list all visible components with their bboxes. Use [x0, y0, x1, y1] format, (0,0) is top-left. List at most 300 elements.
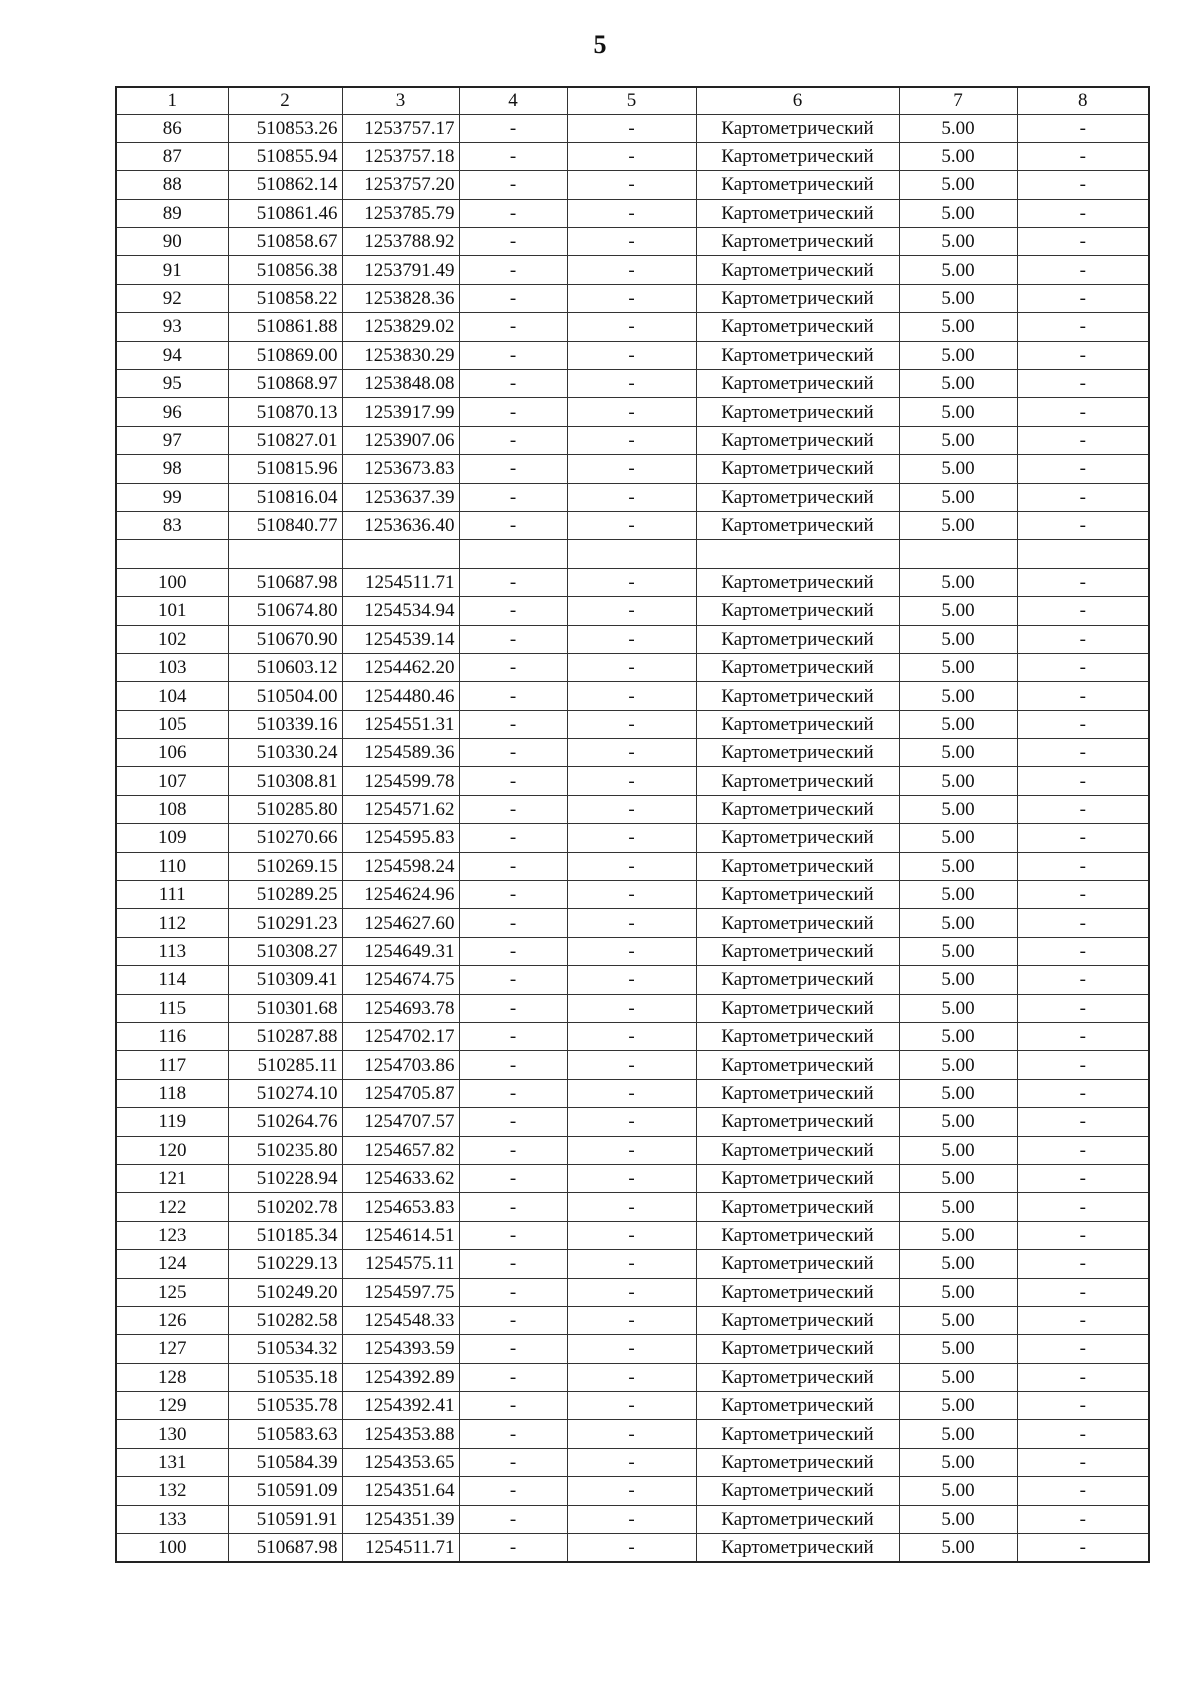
y-coordinate-cell: 1254353.65	[342, 1448, 459, 1476]
table-row	[116, 710, 1149, 738]
y-coordinate-cell: 1253785.79	[342, 199, 459, 227]
x-coordinate-cell: 510274.10	[228, 1079, 342, 1107]
point-number-cell: 125	[116, 1278, 228, 1306]
x-coordinate-cell: 510687.98	[228, 1534, 342, 1562]
col-4-cell: -	[459, 682, 567, 710]
col-8-cell: -	[1017, 228, 1149, 256]
x-coordinate-cell: 510840.77	[228, 511, 342, 539]
col-4-cell: -	[459, 881, 567, 909]
y-coordinate-cell: 1254548.33	[342, 1306, 459, 1334]
col-5-cell: -	[567, 171, 696, 199]
col-5-cell: -	[567, 1193, 696, 1221]
x-coordinate-cell: 510270.66	[228, 824, 342, 852]
accuracy-cell: 5.00	[899, 228, 1017, 256]
accuracy-cell: 5.00	[899, 1534, 1017, 1562]
col-5-cell: -	[567, 1023, 696, 1051]
col-5-cell: -	[567, 228, 696, 256]
method-cell: Картометрический	[696, 1392, 899, 1420]
table-row	[116, 341, 1149, 369]
table-row	[116, 1392, 1149, 1420]
accuracy-cell: 5.00	[899, 937, 1017, 965]
table-row	[116, 1051, 1149, 1079]
y-coordinate-cell: 1254693.78	[342, 994, 459, 1022]
x-coordinate-cell: 510870.13	[228, 398, 342, 426]
col-4-cell: -	[459, 1392, 567, 1420]
y-coordinate-cell: 1254589.36	[342, 739, 459, 767]
table-row	[116, 142, 1149, 170]
accuracy-cell: 5.00	[899, 370, 1017, 398]
col-8-cell: -	[1017, 653, 1149, 681]
y-coordinate-cell: 1254597.75	[342, 1278, 459, 1306]
accuracy-cell	[899, 540, 1017, 568]
point-number-cell: 112	[116, 909, 228, 937]
col-4-cell: -	[459, 1278, 567, 1306]
accuracy-cell: 5.00	[899, 966, 1017, 994]
point-number-cell: 110	[116, 852, 228, 880]
point-number-cell: 109	[116, 824, 228, 852]
y-coordinate-cell: 1254649.31	[342, 937, 459, 965]
method-cell: Картометрический	[696, 455, 899, 483]
accuracy-cell: 5.00	[899, 795, 1017, 823]
method-cell: Картометрический	[696, 398, 899, 426]
y-coordinate-cell: 1253907.06	[342, 426, 459, 454]
col-4-cell: -	[459, 1221, 567, 1249]
method-cell: Картометрический	[696, 114, 899, 142]
point-number-cell: 118	[116, 1079, 228, 1107]
col-8-cell: -	[1017, 284, 1149, 312]
col-8-cell: -	[1017, 483, 1149, 511]
y-coordinate-cell: 1254705.87	[342, 1079, 459, 1107]
method-cell: Картометрический	[696, 284, 899, 312]
col-5-cell: -	[567, 370, 696, 398]
col-8-cell: -	[1017, 795, 1149, 823]
point-number-cell: 93	[116, 313, 228, 341]
table-row	[116, 1250, 1149, 1278]
point-number-cell: 102	[116, 625, 228, 653]
point-number-cell	[116, 540, 228, 568]
x-coordinate-cell: 510674.80	[228, 597, 342, 625]
x-coordinate-cell: 510229.13	[228, 1250, 342, 1278]
x-coordinate-cell: 510330.24	[228, 739, 342, 767]
col-8-cell: -	[1017, 1448, 1149, 1476]
col-8-cell: -	[1017, 199, 1149, 227]
method-cell: Картометрический	[696, 625, 899, 653]
point-number-cell: 122	[116, 1193, 228, 1221]
table-row	[116, 1306, 1149, 1334]
col-5-cell: -	[567, 881, 696, 909]
col-8-cell: -	[1017, 1420, 1149, 1448]
table-row	[116, 625, 1149, 653]
col-8-cell: -	[1017, 1051, 1149, 1079]
col-8-cell: -	[1017, 1136, 1149, 1164]
accuracy-cell: 5.00	[899, 1250, 1017, 1278]
table-row	[116, 171, 1149, 199]
accuracy-cell: 5.00	[899, 1448, 1017, 1476]
point-number-cell: 120	[116, 1136, 228, 1164]
x-coordinate-cell: 510862.14	[228, 171, 342, 199]
table-row	[116, 483, 1149, 511]
col-8-cell: -	[1017, 824, 1149, 852]
method-cell: Картометрический	[696, 710, 899, 738]
point-number-cell: 128	[116, 1363, 228, 1391]
x-coordinate-cell: 510339.16	[228, 710, 342, 738]
x-coordinate-cell	[228, 540, 342, 568]
col-8-cell: -	[1017, 1278, 1149, 1306]
point-number-cell: 119	[116, 1108, 228, 1136]
method-cell: Картометрический	[696, 171, 899, 199]
table-row	[116, 739, 1149, 767]
y-coordinate-cell: 1254392.89	[342, 1363, 459, 1391]
x-coordinate-cell: 510282.58	[228, 1306, 342, 1334]
col-8-cell: -	[1017, 597, 1149, 625]
point-number-cell: 131	[116, 1448, 228, 1476]
column-header-5: 5	[567, 87, 696, 114]
method-cell: Картометрический	[696, 370, 899, 398]
col-4-cell: -	[459, 994, 567, 1022]
col-5-cell: -	[567, 625, 696, 653]
table-body	[116, 114, 1149, 1562]
method-cell: Картометрический	[696, 1306, 899, 1334]
point-number-cell: 129	[116, 1392, 228, 1420]
method-cell: Картометрический	[696, 597, 899, 625]
col-5-cell: -	[567, 1051, 696, 1079]
point-number-cell: 132	[116, 1477, 228, 1505]
y-coordinate-cell: 1253830.29	[342, 341, 459, 369]
x-coordinate-cell: 510264.76	[228, 1108, 342, 1136]
table-row	[116, 1477, 1149, 1505]
method-cell: Картометрический	[696, 824, 899, 852]
column-header-4: 4	[459, 87, 567, 114]
col-5-cell: -	[567, 1108, 696, 1136]
col-4-cell: -	[459, 284, 567, 312]
method-cell: Картометрический	[696, 1250, 899, 1278]
column-header-3: 3	[342, 87, 459, 114]
col-5-cell: -	[567, 966, 696, 994]
accuracy-cell: 5.00	[899, 739, 1017, 767]
col-4-cell: -	[459, 1420, 567, 1448]
point-number-cell: 127	[116, 1335, 228, 1363]
col-4-cell: -	[459, 1335, 567, 1363]
accuracy-cell: 5.00	[899, 568, 1017, 596]
col-8-cell: -	[1017, 313, 1149, 341]
col-5-cell	[567, 540, 696, 568]
x-coordinate-cell: 510868.97	[228, 370, 342, 398]
col-5-cell: -	[567, 256, 696, 284]
x-coordinate-cell: 510289.25	[228, 881, 342, 909]
col-8-cell: -	[1017, 1079, 1149, 1107]
col-5-cell: -	[567, 142, 696, 170]
col-5-cell: -	[567, 1079, 696, 1107]
col-4-cell: -	[459, 1363, 567, 1391]
point-number-cell: 91	[116, 256, 228, 284]
col-5-cell: -	[567, 1136, 696, 1164]
x-coordinate-cell: 510603.12	[228, 653, 342, 681]
col-5-cell: -	[567, 426, 696, 454]
y-coordinate-cell: 1254703.86	[342, 1051, 459, 1079]
method-cell: Картометрический	[696, 1108, 899, 1136]
col-8-cell: -	[1017, 1108, 1149, 1136]
point-number-cell: 115	[116, 994, 228, 1022]
col-4-cell: -	[459, 142, 567, 170]
col-5-cell: -	[567, 284, 696, 312]
table-row	[116, 1420, 1149, 1448]
x-coordinate-cell: 510535.18	[228, 1363, 342, 1391]
x-coordinate-cell: 510228.94	[228, 1164, 342, 1192]
y-coordinate-cell: 1253637.39	[342, 483, 459, 511]
col-8-cell: -	[1017, 1221, 1149, 1249]
y-coordinate-cell: 1253848.08	[342, 370, 459, 398]
x-coordinate-cell: 510308.81	[228, 767, 342, 795]
col-4-cell: -	[459, 313, 567, 341]
x-coordinate-cell: 510869.00	[228, 341, 342, 369]
accuracy-cell: 5.00	[899, 1023, 1017, 1051]
point-number-cell: 114	[116, 966, 228, 994]
col-8-cell: -	[1017, 171, 1149, 199]
accuracy-cell: 5.00	[899, 881, 1017, 909]
accuracy-cell: 5.00	[899, 284, 1017, 312]
y-coordinate-cell: 1254551.31	[342, 710, 459, 738]
table-row	[116, 1335, 1149, 1363]
y-coordinate-cell: 1254707.57	[342, 1108, 459, 1136]
table-row	[116, 228, 1149, 256]
x-coordinate-cell: 510287.88	[228, 1023, 342, 1051]
y-coordinate-cell: 1254511.71	[342, 1534, 459, 1562]
accuracy-cell: 5.00	[899, 852, 1017, 880]
x-coordinate-cell: 510534.32	[228, 1335, 342, 1363]
col-4-cell: -	[459, 1193, 567, 1221]
accuracy-cell: 5.00	[899, 1051, 1017, 1079]
y-coordinate-cell: 1253757.17	[342, 114, 459, 142]
x-coordinate-cell: 510815.96	[228, 455, 342, 483]
col-4-cell: -	[459, 909, 567, 937]
x-coordinate-cell: 510285.80	[228, 795, 342, 823]
y-coordinate-cell: 1253673.83	[342, 455, 459, 483]
table-row	[116, 1505, 1149, 1533]
x-coordinate-cell: 510235.80	[228, 1136, 342, 1164]
y-coordinate-cell: 1253788.92	[342, 228, 459, 256]
table-row	[116, 1108, 1149, 1136]
table-row	[116, 1023, 1149, 1051]
point-number-cell: 105	[116, 710, 228, 738]
col-5-cell: -	[567, 1164, 696, 1192]
accuracy-cell: 5.00	[899, 1193, 1017, 1221]
x-coordinate-cell: 510816.04	[228, 483, 342, 511]
method-cell: Картометрический	[696, 852, 899, 880]
col-4-cell: -	[459, 1023, 567, 1051]
y-coordinate-cell: 1253757.18	[342, 142, 459, 170]
point-number-cell: 83	[116, 511, 228, 539]
x-coordinate-cell: 510591.91	[228, 1505, 342, 1533]
col-5-cell: -	[567, 653, 696, 681]
table-row	[116, 1164, 1149, 1192]
x-coordinate-cell: 510584.39	[228, 1448, 342, 1476]
col-8-cell: -	[1017, 1023, 1149, 1051]
table-row	[116, 540, 1149, 568]
accuracy-cell: 5.00	[899, 1420, 1017, 1448]
y-coordinate-cell: 1254539.14	[342, 625, 459, 653]
col-8-cell: -	[1017, 426, 1149, 454]
col-8-cell: -	[1017, 1193, 1149, 1221]
accuracy-cell: 5.00	[899, 341, 1017, 369]
col-5-cell: -	[567, 1420, 696, 1448]
method-cell: Картометрический	[696, 682, 899, 710]
col-4-cell: -	[459, 597, 567, 625]
x-coordinate-cell: 510185.34	[228, 1221, 342, 1249]
table-row	[116, 1448, 1149, 1476]
point-number-cell: 90	[116, 228, 228, 256]
y-coordinate-cell: 1254598.24	[342, 852, 459, 880]
accuracy-cell: 5.00	[899, 994, 1017, 1022]
table-row	[116, 852, 1149, 880]
method-cell: Картометрический	[696, 568, 899, 596]
table-row	[116, 1534, 1149, 1562]
y-coordinate-cell: 1254633.62	[342, 1164, 459, 1192]
method-cell: Картометрический	[696, 1193, 899, 1221]
column-header-1: 1	[116, 87, 228, 114]
col-5-cell: -	[567, 1250, 696, 1278]
accuracy-cell: 5.00	[899, 313, 1017, 341]
x-coordinate-cell: 510856.38	[228, 256, 342, 284]
x-coordinate-cell: 510301.68	[228, 994, 342, 1022]
col-5-cell: -	[567, 1306, 696, 1334]
x-coordinate-cell: 510861.88	[228, 313, 342, 341]
y-coordinate-cell: 1253829.02	[342, 313, 459, 341]
col-4-cell: -	[459, 625, 567, 653]
col-8-cell: -	[1017, 1534, 1149, 1562]
method-cell: Картометрический	[696, 1448, 899, 1476]
method-cell: Картометрический	[696, 511, 899, 539]
method-cell: Картометрический	[696, 426, 899, 454]
col-5-cell: -	[567, 1477, 696, 1505]
col-8-cell: -	[1017, 852, 1149, 880]
col-5-cell: -	[567, 767, 696, 795]
x-coordinate-cell: 510285.11	[228, 1051, 342, 1079]
col-5-cell: -	[567, 455, 696, 483]
col-8-cell: -	[1017, 341, 1149, 369]
col-4-cell: -	[459, 398, 567, 426]
col-4-cell: -	[459, 1079, 567, 1107]
col-8-cell: -	[1017, 1164, 1149, 1192]
table-row	[116, 199, 1149, 227]
table-row	[116, 937, 1149, 965]
point-number-cell: 124	[116, 1250, 228, 1278]
method-cell: Картометрический	[696, 483, 899, 511]
accuracy-cell: 5.00	[899, 1505, 1017, 1533]
col-5-cell: -	[567, 739, 696, 767]
table-row	[116, 597, 1149, 625]
accuracy-cell: 5.00	[899, 1079, 1017, 1107]
accuracy-cell: 5.00	[899, 142, 1017, 170]
point-number-cell: 96	[116, 398, 228, 426]
point-number-cell: 123	[116, 1221, 228, 1249]
x-coordinate-cell: 510202.78	[228, 1193, 342, 1221]
accuracy-cell: 5.00	[899, 1136, 1017, 1164]
table-row	[116, 511, 1149, 539]
col-4-cell: -	[459, 1477, 567, 1505]
y-coordinate-cell: 1254392.41	[342, 1392, 459, 1420]
accuracy-cell: 5.00	[899, 767, 1017, 795]
table-row	[116, 1363, 1149, 1391]
col-8-cell: -	[1017, 1477, 1149, 1505]
method-cell: Картометрический	[696, 199, 899, 227]
y-coordinate-cell: 1254393.59	[342, 1335, 459, 1363]
point-number-cell: 111	[116, 881, 228, 909]
y-coordinate-cell: 1253917.99	[342, 398, 459, 426]
col-8-cell: -	[1017, 710, 1149, 738]
col-5-cell: -	[567, 1448, 696, 1476]
method-cell: Картометрический	[696, 1477, 899, 1505]
col-8-cell: -	[1017, 909, 1149, 937]
col-5-cell: -	[567, 682, 696, 710]
coordinates-table	[115, 86, 1150, 1563]
col-8-cell: -	[1017, 767, 1149, 795]
method-cell: Картометрический	[696, 1363, 899, 1391]
accuracy-cell: 5.00	[899, 256, 1017, 284]
column-header-2: 2	[228, 87, 342, 114]
accuracy-cell: 5.00	[899, 483, 1017, 511]
table-row	[116, 682, 1149, 710]
col-5-cell: -	[567, 1335, 696, 1363]
method-cell: Картометрический	[696, 1221, 899, 1249]
accuracy-cell: 5.00	[899, 710, 1017, 738]
y-coordinate-cell: 1254624.96	[342, 881, 459, 909]
method-cell	[696, 540, 899, 568]
col-5-cell: -	[567, 483, 696, 511]
col-5-cell: -	[567, 710, 696, 738]
col-8-cell: -	[1017, 1335, 1149, 1363]
page-number: 5	[593, 30, 607, 59]
method-cell: Картометрический	[696, 881, 899, 909]
column-header-7: 7	[899, 87, 1017, 114]
method-cell: Картометрический	[696, 1420, 899, 1448]
method-cell: Картометрический	[696, 1164, 899, 1192]
col-4-cell	[459, 540, 567, 568]
y-coordinate-cell: 1254595.83	[342, 824, 459, 852]
point-number-cell: 100	[116, 1534, 228, 1562]
point-number-cell: 89	[116, 199, 228, 227]
table-row	[116, 1193, 1149, 1221]
col-4-cell: -	[459, 256, 567, 284]
method-cell: Картометрический	[696, 256, 899, 284]
col-4-cell: -	[459, 483, 567, 511]
method-cell: Картометрический	[696, 909, 899, 937]
table-row	[116, 824, 1149, 852]
table-row	[116, 966, 1149, 994]
method-cell: Картометрический	[696, 767, 899, 795]
col-4-cell: -	[459, 1136, 567, 1164]
column-header-6: 6	[696, 87, 899, 114]
point-number-cell: 117	[116, 1051, 228, 1079]
y-coordinate-cell: 1254571.62	[342, 795, 459, 823]
col-4-cell: -	[459, 1164, 567, 1192]
point-number-cell: 99	[116, 483, 228, 511]
accuracy-cell: 5.00	[899, 824, 1017, 852]
col-8-cell: -	[1017, 625, 1149, 653]
accuracy-cell: 5.00	[899, 1108, 1017, 1136]
accuracy-cell: 5.00	[899, 1335, 1017, 1363]
col-5-cell: -	[567, 937, 696, 965]
col-4-cell: -	[459, 710, 567, 738]
col-5-cell: -	[567, 568, 696, 596]
method-cell: Картометрический	[696, 1335, 899, 1363]
y-coordinate-cell: 1253757.20	[342, 171, 459, 199]
y-coordinate-cell: 1254351.39	[342, 1505, 459, 1533]
col-4-cell: -	[459, 1448, 567, 1476]
table-row	[116, 284, 1149, 312]
x-coordinate-cell: 510687.98	[228, 568, 342, 596]
method-cell: Картометрический	[696, 966, 899, 994]
col-4-cell: -	[459, 511, 567, 539]
